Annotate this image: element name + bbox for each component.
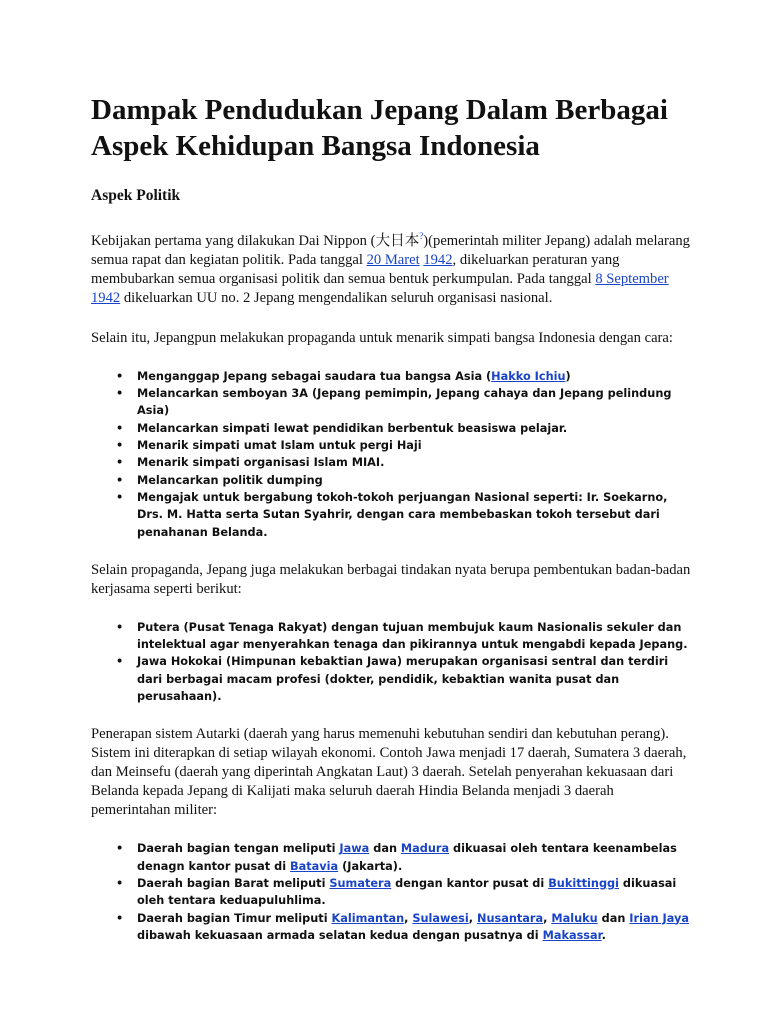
link-maluku[interactable]: Maluku [551, 911, 598, 925]
list-item: • Jawa Hokokai (Himpunan kebaktian Jawa) merupakan organisasi sentral dan terdiri dari berbagai macam profesi (dokter, pendidik, kebaktian wanita pusat dan perusahaan). [137, 653, 691, 705]
list-item: • Menarik simpati umat Islam untuk pergi Haji [137, 437, 691, 454]
list-item-text: dengan kantor pusat di [391, 876, 549, 890]
list-item [137, 875, 691, 910]
list-item-text: , [543, 911, 552, 925]
kanji-text: 大日本 [375, 232, 420, 249]
paragraph-text: , dikeluarkan peraturan yang membubarkan semua organisasi politik dan semua bentuk perkumpulan. Pada tanggal [91, 251, 620, 287]
list-item [137, 910, 691, 945]
page-title: Dampak Pendudukan Jepang Dalam Berbagai Aspek Kehidupan Bangsa Indonesia [91, 94, 668, 162]
paragraph-propaganda: Selain itu, Jepangpun melakukan propaganda untuk menarik simpati bangsa Indonesia dengan cara: [91, 329, 673, 346]
link-madura[interactable]: Madura [400, 842, 450, 856]
list-item-text: dikuasai oleh tentara keduapuluhlima. [137, 876, 677, 908]
link-20-maret[interactable]: 20 Maret [366, 251, 420, 268]
link-1942[interactable]: 1942 [91, 289, 121, 306]
list-item [137, 368, 691, 385]
list-item: • Mengajak untuk bergabung tokoh-tokoh perjuangan Nasional seperti: Ir. Soekarno, Drs. M. Hatta serta Sutan Syahrir, dengan cara membebaskan tokoh tersebut dari penahanan Belanda. [137, 489, 691, 541]
section-heading: Aspek Politik [91, 187, 181, 204]
link-hakko-ichiu[interactable]: Hakko Ichiu [491, 369, 566, 383]
paragraph-text: Kebijakan pertama yang dilakukan Dai Nippon ( [91, 232, 376, 249]
list-item-text: dan [597, 911, 630, 925]
list-item-text: Daerah bagian Timur meliputi [137, 911, 332, 925]
link-sumatera[interactable]: Sumatera [329, 876, 392, 890]
paragraph-text: )(pemerintah militer Jepang) adalah melarang semua rapat dan kegiatan politik. Pada tanggal [91, 232, 690, 268]
military-regions-list [91, 840, 691, 944]
list-item-text: Menganggap Jepang sebagai saudara tua bangsa Asia ( [137, 369, 492, 383]
paragraph-autarki: Penerapan sistem Autarki (daerah yang harus memenuhi kebutuhan sendiri dan kebutuhan perang). Sistem ini diterapkan di setiap wilayah ekonomi. Contoh Jawa menjadi 17 daerah, Sumatera 3 daerah, dan Meinsefu (daerah yang diperintah Angkatan Laut) 3 daerah. Setelah penyerahan kekuasaan dari Belanda kepada Jepang di Kalijati maka seluruh daerah Hindia Belanda menjadi 3 daerah pemerintahan militer: [91, 726, 687, 819]
link-irian-jaya[interactable]: Irian Jaya [629, 911, 690, 925]
paragraph-text: dikeluarkan UU no. 2 Jepang mengendalikan seluruh organisasi nasional. [120, 289, 553, 306]
list-item-text: dikuasai oleh tentara keenambelas denagn kantor pusat di [137, 842, 677, 873]
list-item-text: (Jakarta). [338, 859, 403, 873]
list-item [137, 840, 691, 875]
link-makassar[interactable]: Makassar [542, 928, 602, 942]
organizations-list [91, 619, 691, 705]
propaganda-list [91, 368, 691, 541]
list-item-text: Daerah bagian Barat meliputi [137, 876, 330, 890]
list-item: • Melancarkan politik dumping [137, 472, 691, 489]
link-1942[interactable]: 1942 [423, 251, 453, 268]
list-item-text: . [601, 928, 606, 942]
link-bukittinggi[interactable]: Bukittinggi [548, 876, 619, 890]
list-item: • Melancarkan simpati lewat pendidikan berbentuk beasiswa pelajar. [137, 420, 691, 437]
list-item-text: Daerah bagian tengan meliputi [137, 842, 340, 856]
link-sulawesi[interactable]: Sulawesi [412, 911, 469, 925]
list-item-text: , [404, 911, 413, 925]
link-8-september[interactable]: 8 September [595, 270, 669, 287]
link-nusantara[interactable]: Nusantara [476, 911, 544, 925]
article-content [91, 92, 691, 944]
list-item-text: , [468, 911, 477, 925]
list-item: • Menarik simpati organisasi Islam MIAI. [137, 454, 691, 471]
link-batavia[interactable]: Batavia [290, 859, 339, 873]
list-item: • Putera (Pusat Tenaga Rakyat) dengan tujuan membujuk kaum Nasionalis sekuler dan intelektual agar menyerahkan tenaga dan pikirannya untuk mengabdi kepada Jepang. [137, 619, 691, 654]
link-kalimantan[interactable]: Kalimantan [331, 911, 405, 925]
paragraph-intro [91, 227, 691, 308]
list-item-text: ) [565, 369, 571, 383]
paragraph-actions: Selain propaganda, Jepang juga melakukan berbagai tindakan nyata berupa pembentukan badan-badan kerjasama seperti berikut: [91, 561, 691, 597]
link-jawa[interactable]: Jawa [339, 842, 370, 856]
list-item: • Melancarkan semboyan 3A (Jepang pemimpin, Jepang cahaya dan Jepang pelindung Asia) [137, 385, 691, 420]
list-item-text: dibawah kekuasaan armada selatan kedua dengan pusatnya di [137, 928, 543, 942]
list-item-text: dan [369, 842, 401, 856]
help-mark-link[interactable]: ? [419, 231, 424, 241]
